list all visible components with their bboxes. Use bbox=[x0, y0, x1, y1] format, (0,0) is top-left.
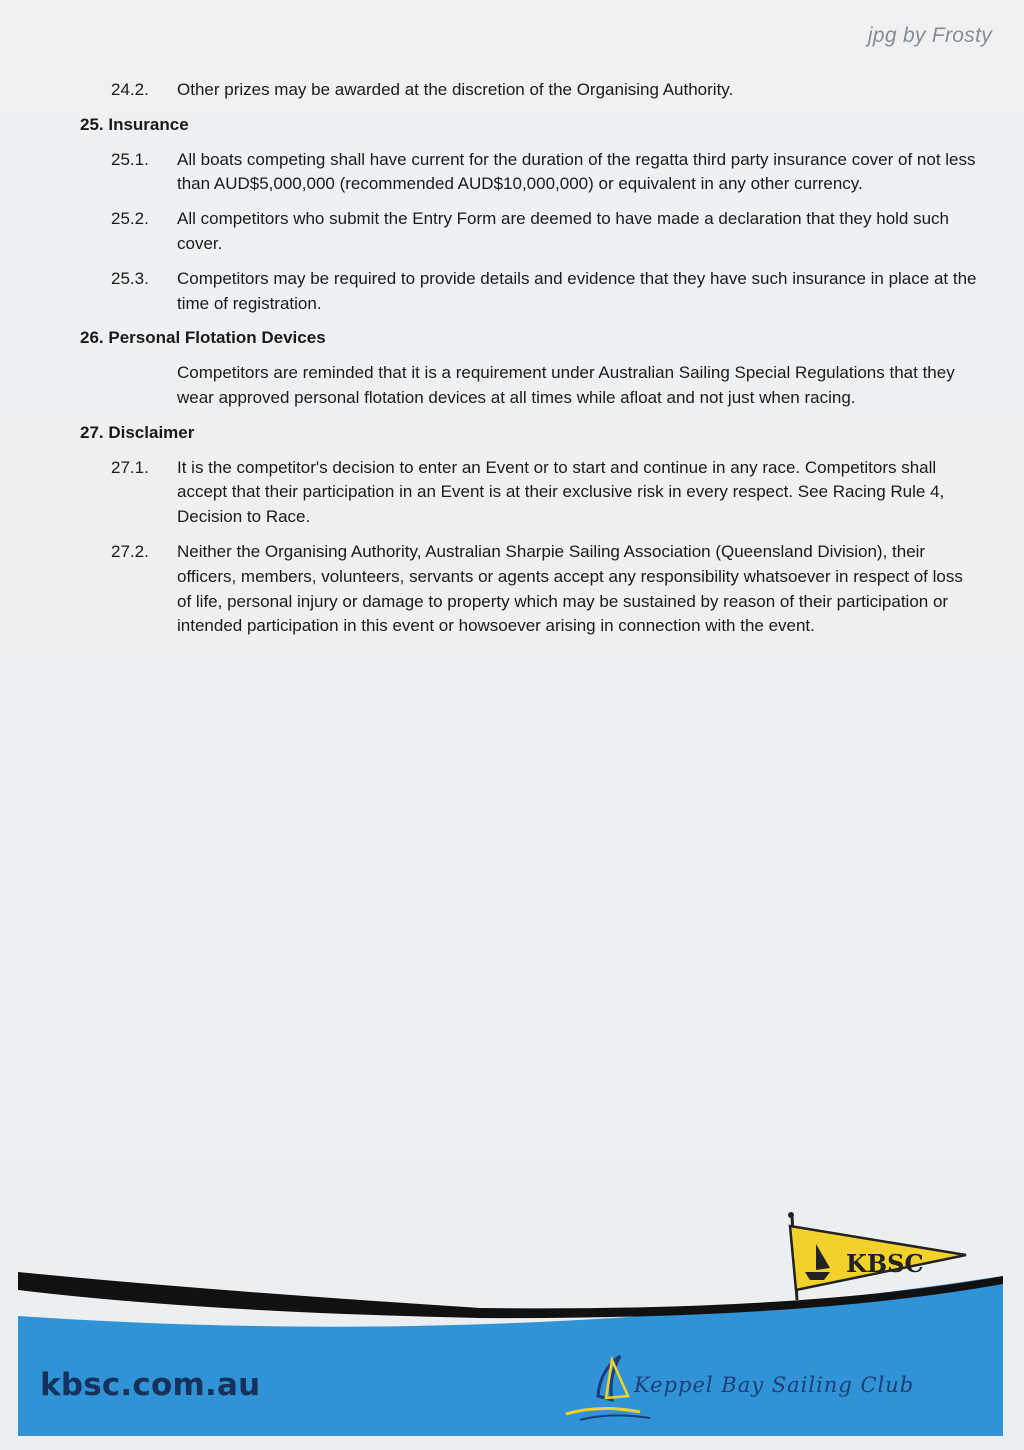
section-heading-disclaimer: 27. Disclaimer bbox=[80, 422, 195, 442]
clause-25-3 bbox=[80, 267, 980, 317]
clause-number: 24.2. bbox=[111, 80, 149, 99]
clause-number: 25.1. bbox=[111, 149, 149, 169]
clause-25-2 bbox=[80, 207, 980, 257]
document-body bbox=[80, 78, 980, 649]
clause-number: 27.1. bbox=[111, 457, 149, 477]
clause-text: All competitors who submit the Entry Form are deemed to have made a declaration that they hold such cover. bbox=[177, 209, 950, 253]
clause-number: 27.2. bbox=[111, 541, 149, 561]
clause-27-2 bbox=[80, 540, 980, 639]
watermark: jpg by Frosty bbox=[867, 24, 992, 47]
clause-text: It is the competitor's decision to enter an Event or to start and continue in any race. Competitors shall accept that their participation in an Event is at their exclusive risk in every respect. See Racing Rule 4, Decision to Race. bbox=[177, 457, 945, 527]
clause-text: All boats competing shall have current for the duration of the regatta third party insurance cover of not less than AUD$5,000,000 (recommended AUD$10,000,000) or equivalent in any other currency. bbox=[177, 149, 976, 194]
flotation-paragraph: Competitors are reminded that it is a requirement under Australian Sailing Special Regulations that they wear approved personal flotation devices at all times while afloat and not just when racing. bbox=[177, 363, 955, 407]
clause-number: 25.3. bbox=[111, 268, 149, 288]
pennant-text: KBSC bbox=[846, 1249, 924, 1278]
website-url: kbsc.com.au bbox=[40, 1367, 261, 1403]
clause-24-2 bbox=[80, 78, 980, 103]
clause-text: Neither the Organising Authority, Australian Sharpie Sailing Association (Queensland Division), their officers, members, volunteers, servants or agents accept any responsibility whatsoever in respect of loss of life, personal injury or damage to property which may be sustained by reason of their participation or intended participation in this event or howsoever arising in connection with the event. bbox=[177, 541, 963, 636]
clause-text: Competitors may be required to provide details and evidence that they have such insurance in place at the time of registration. bbox=[177, 268, 977, 313]
section-heading-flotation: 26. Personal Flotation Devices bbox=[80, 328, 326, 348]
footer-graphic bbox=[0, 1200, 1024, 1450]
footer-banner bbox=[0, 1200, 1024, 1450]
section-heading-insurance: 25. Insurance bbox=[80, 114, 189, 134]
clause-number: 25.2. bbox=[111, 209, 149, 229]
clause-text: Other prizes may be awarded at the discretion of the Organising Authority. bbox=[177, 80, 734, 99]
clause-27-1 bbox=[80, 456, 980, 530]
club-name-logotype: Keppel Bay Sailing Club bbox=[634, 1373, 915, 1397]
clause-25-1 bbox=[80, 148, 980, 198]
